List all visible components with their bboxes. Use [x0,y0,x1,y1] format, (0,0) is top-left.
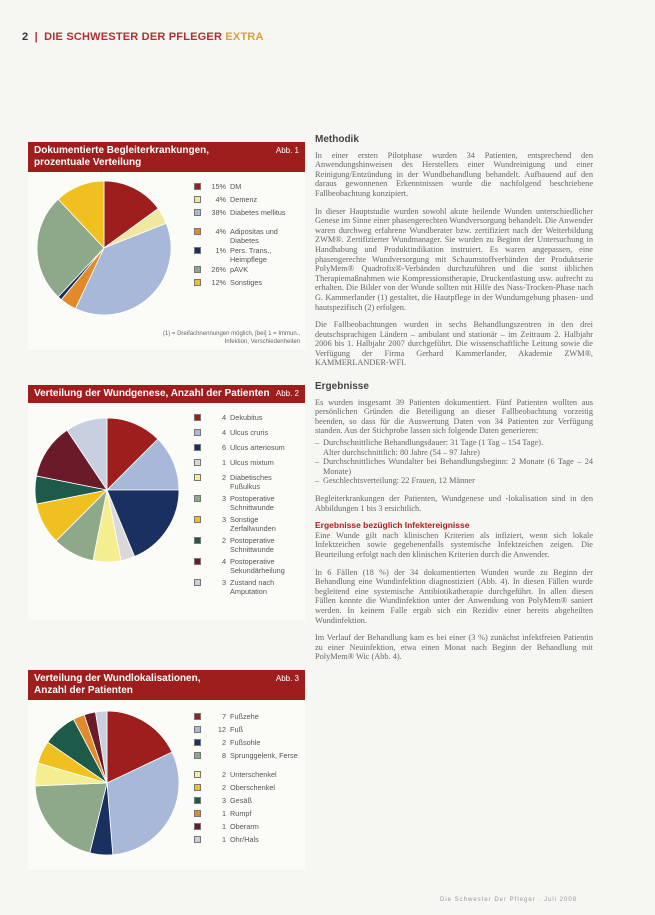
section-title-ergebnisse: Ergebnisse [315,381,369,393]
legend-value: 12% [211,278,226,287]
legend-value: 1% [215,246,226,255]
legend-swatch [194,444,201,451]
legend-label: Oberarm [230,822,259,831]
chart-title-wound-location: Verteilung der Wundlokalisationen, Anzahl der Patienten Abb. 3 [28,670,305,700]
magazine-extra: EXTRA [225,31,264,43]
article-text [315,135,593,670]
legend-swatch [194,823,201,830]
legend-swatch [194,771,201,778]
legend-swatch [194,183,201,190]
legend-swatch [194,579,201,586]
legend-swatch [194,474,201,481]
legend-label: DM [230,182,242,191]
legend-value: 38% [211,208,226,217]
legend-label: Ulcus cruris [230,428,269,437]
legend-label: Demenz [230,195,258,204]
paragraph: Es wurden insgesamt 39 Patienten dokumentiert. Fünf Patienten wollten aus persönlichen Gründen die Beteiligung an dieser Fallbeobachtung vorzeitig beenden, so dass für die Auswertung Daten von 34 Patienten zur Verfügung standen. Aus der Stichprobe lassen sich folgende Daten generieren: [315,397,593,436]
paragraph: In einer ersten Pilotphase wurden 34 Patienten, entsprechend den Anwendungshinweisen des Herstellers einer Wundreinigung und einer Reinigung/Entzündung in der Wundbehandlung behandelt. Aufbauend auf den daraus gewonnenen Erkenntnissen wurde die nachfolgend beschriebene Fallbeobachtung konzipiert. [315,150,593,198]
legend-value: 8 [221,751,226,760]
legend-label: Sonstiges [230,278,263,287]
legend-value: 4 [221,557,226,566]
paragraph: Eine Wunde gilt nach klinischen Kriterien als infiziert, wenn sich lokale Infektzeichen sowie gegebenenfalls systemische Infektzeichen zeigen. Die Beurteilung erfolgt nach den klinischen Kriterien durch die Anwender. [315,530,593,559]
legend-label: Sonstige Zerfallwunden [230,515,276,533]
page-header [22,31,264,43]
legend-value: 4% [215,227,226,236]
legend-swatch [194,209,201,216]
figure-number: Abb. 1 [275,146,299,155]
legend-value: 3 [221,796,226,805]
legend-value: 2 [221,783,226,792]
legend-value: 3 [221,494,226,503]
paragraph: Die Fallbeobachtungen wurden in sechs Behandlungszentren in den drei deutschsprachigen Ländern – ambulant und stationär – im Zeitraum 2. Halbjahr 2006 bis 1. Halbjahr 2007 durchgeführt. Die wissenschaftliche Leitung sowie die Verfügung der Firma Gerhard Kammerlander, Akademie ZWM®, KAMMERLANDER-WFI. [315,320,593,368]
legend-value: 1 [221,809,226,818]
legend-swatch [194,196,201,203]
pie-chart-wound-genesis [32,415,182,565]
legend-label: Postoperative Schnittwunde [230,536,275,554]
legend-label: Postoperative Sekundärheilung [230,557,285,575]
legend-label: Adipositas und Diabetes [230,227,278,245]
chart-panel-wound-location [28,670,305,870]
legend-value: 6 [221,443,226,452]
magazine-title: DIE SCHWESTER DER PFLEGER [44,31,223,43]
legend-label: pAVK [230,265,249,274]
page-footer: Die Schwester Der Pfleger · Juli 2008 [440,897,578,903]
legend-value: 7 [221,712,226,721]
legend-swatch [194,752,201,759]
legend-label: Diabetes mellitus [230,208,286,217]
legend-swatch [194,495,201,502]
legend-label: Diabetisches Fußulkus [230,473,272,491]
legend-swatch [194,836,201,843]
legend-value: 4% [215,195,226,204]
legend-value: 3 [221,578,226,587]
legend-swatch [194,739,201,746]
legend-label: Pers. Trans., Heimpflege [230,246,272,264]
figure-number: Abb. 3 [275,674,299,683]
legend-label: Unterschenkel [230,770,277,779]
legend-label: Ulcus arteriosum [230,443,285,452]
paragraph: In 6 Fällen (18 %) der 34 dokumentierten Wunden wurde zu Beginn der Behandlung eine Wundinfektion diagnostiziert (Abb. 4). In diesen Fällen wurde begleitend eine systemische Antibiotikatherapie durchgeführt. In allen diesen Fällen konnte die Wundinfektion unter der Anwendung von PolyMem® saniert werden. In keinem Falle ergab sich ein Rezidiv einer bereits abgeheilten Wundinfektion. [315,567,593,625]
legend-label: Sprunggelenk, Ferse [230,751,298,760]
section-title-methodik: Methodik [315,134,359,145]
legend-swatch [194,726,201,733]
results-list [315,438,593,486]
legend-value: 15% [211,182,226,191]
legend-swatch [194,429,201,436]
paragraph: In dieser Hauptstudie wurden sowohl akute heilende Wunden unterschiedlicher Genese im Sinne einer phasengerechten Wundversorgung behandelt. Die Anwender waren durchweg erfahrene Wundberater bzw. zertifiziert nach der Weiterbildung ZWM®. Zertifizierter Wundmanager. Sie wurden zu Beginn der Untersuchung in Handhabung und Produktindikation instruiert. Es waren angepassen, eine phasengerechte Wundversorgung mit Schaumstoffverbänden der Produktserie PolyMem® Quadrofix®-Verbänden durchzuführen und die sonst üblichen Therapiemaßnahmen wie Kompressionstherapie, Druckentlastung usw. aufrecht zu erhalten. Die Bilder von der Wunde sollten mit Hilfe des Nass-Trocken-Phase nach G. Kammerlander (1) gestaltet, die Hautpflege in der Wundumgebung phasen- und hautspezifisch (2) erfolgen. [315,206,593,312]
legend-swatch [194,713,201,720]
chart-panel-wound-genesis [28,385,305,620]
section-title-infekt: Ergebnisse bezüglich Infektereignisse [315,520,470,531]
legend-swatch [194,516,201,523]
chart-title-wound-genesis: Verteilung der Wundgenese, Anzahl der Patienten Abb. 2 [28,385,305,403]
legend-label: Oberschenkel [230,783,276,792]
legend-swatch [194,266,201,273]
legend-value: 1 [221,458,226,467]
legend-label: Gesäß [230,796,252,805]
legend-value: 4 [221,413,226,422]
legend-value: 2 [221,770,226,779]
figure-number: Abb. 2 [275,389,299,398]
legend-value: 12 [217,725,226,734]
legend-swatch [194,279,201,286]
chart-panel-comorbidities [28,142,305,350]
legend-value: 1 [221,835,226,844]
list-item: – Durchschnittliches Wundalter bei Behandlungsbeginn: 2 Monate (6 Tage – 24 Monate) [315,457,593,476]
legend-value: 2 [221,738,226,747]
legend-swatch [194,810,201,817]
legend-value: 4 [221,428,226,437]
legend-swatch [194,228,201,235]
legend-swatch [194,247,201,254]
legend-label: Fußsohle [230,738,261,747]
legend-value: 2 [221,536,226,545]
legend-value: 1 [221,822,226,831]
legend-value: 2 [221,473,226,482]
list-item: – Durchschnittliche Behandlungsdauer: 31 Tage (1 Tag – 154 Tage). Alter durchschnittlich: 80 Jahre (54 – 97 Jahre) [315,438,593,457]
legend-swatch [194,414,201,421]
legend-swatch [194,797,201,804]
legend-label: Ohr/Hals [230,835,259,844]
footnote-comorbidities: (1) = Dreifachnennungen möglich, [bei] 1 = Immun., Infektion, Verschiedenheiten [162,331,300,345]
header-separator: | [34,31,38,43]
pie-chart-comorbidities [34,178,174,318]
pie-chart-wound-location [32,708,182,858]
legend-label: Ulcus mixtum [230,458,274,467]
legend-label: Zustand nach Amputation [230,578,275,596]
paragraph: Begleiterkrankungen der Patienten, Wundgenese und -lokalisation sind in den Abbildungen 1 bis 3 ersichtlich. [315,494,593,513]
legend-swatch [194,459,201,466]
legend-label: Fußzehe [230,712,259,721]
legend-swatch [194,784,201,791]
legend-swatch [194,558,201,565]
legend-label: Postoperative Schnittwunde [230,494,275,512]
legend-label: Dekubitus [230,413,263,422]
legend-label: Rumpf [230,809,252,818]
paragraph: Im Verlauf der Behandlung kam es bei einer (3 %) zunächst infektfreien Patientin zu einer Neuinfektion, etwa einen Monat nach Beginn der Behandlung mit PolyMem® Wic (Abb. 4). [315,633,593,662]
legend-value: 3 [221,515,226,524]
legend-swatch [194,537,201,544]
list-item: – Geschlechtsverteilung: 22 Frauen, 12 Männer [315,476,593,486]
legend-value: 26% [211,265,226,274]
legend-label: Fuß [230,725,243,734]
chart-title-comorbidities: Dokumentierte Begleiterkrankungen, prozentuale Verteilung Abb. 1 [28,142,305,172]
page-number: 2 [22,31,29,43]
